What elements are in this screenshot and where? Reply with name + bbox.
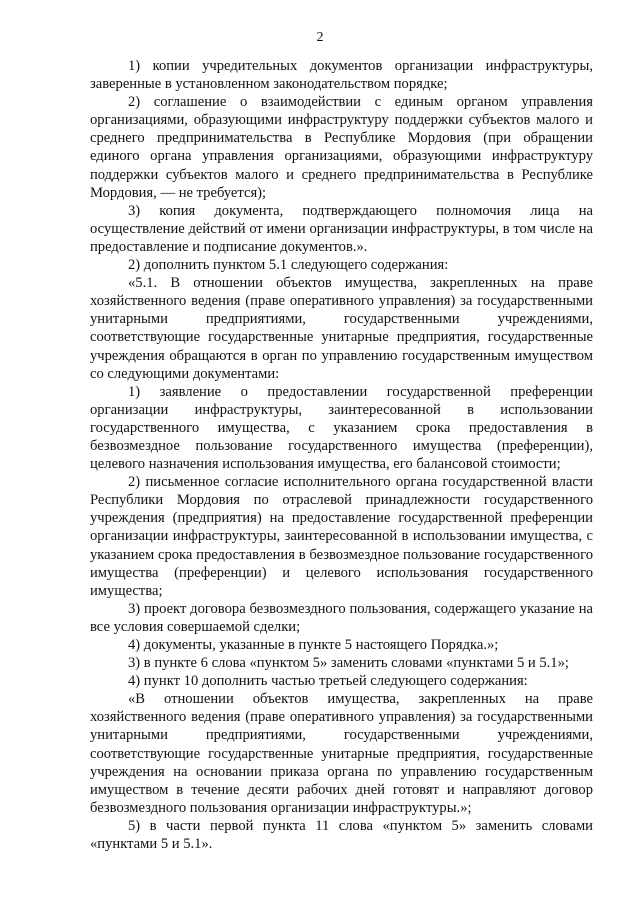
page-number: 2 — [316, 30, 324, 45]
paragraph-clause-5-1-item-2: 2) письменное согласие исполнительного органа государственной власти Республики Мордовия по отраслевой принадлежности государственного учреждения (предприятия) на предоставление государственной преференции организации инфраструктуры, заинтересованной в использовании имущества, с указанием срока предоставления в безвозмездное пользование государственного имущества (преференции) и целевого использования государственного имущества; — [90, 474, 593, 599]
paragraph-item-1-founding-documents: 1) копии учредительных документов организации инфраструктуры, заверенные в установленном законодательством порядке; — [90, 58, 593, 93]
paragraph-amendment-add-5-1: 2) дополнить пунктом 5.1 следующего содержания: — [128, 257, 449, 274]
paragraph-amendment-3: 3) в пункте 6 слова «пунктом 5» заменить словами «пунктами 5 и 5.1»; — [128, 655, 569, 672]
paragraph-item-2-interaction-agreement: 2) соглашение о взаимодействии с единым органом управления организациями, образующими инфраструктуру поддержки субъектов малого и среднего предпринимательства в Республике Мордовия (при обращении единого органа управления организациями, образующими инфраструктуру поддержки субъектов малого и среднего предпринимательства в Республике Мордовия, — не требуется); — [90, 94, 593, 201]
paragraph-clause-5-1-item-4: 4) документы, указанные в пункте 5 настоящего Порядка.»; — [128, 637, 499, 653]
paragraph-clause-5-1: «5.1. В отношении объектов имущества, закрепленных на праве хозяйственного ведения (праве оперативного управления) за государственными унитарными предприятиями, государственными учреждениями, соответствующие государственные унитарные предприятия, государственные учреждения обращаются в орган по управлению государственным имуществом со следующими документами: — [90, 275, 593, 382]
paragraph-amendment-4: 4) пункт 10 дополнить частью третьей следующего содержания: — [128, 673, 528, 690]
paragraph-item-3-authority-document: 3) копия документа, подтверждающего полномочия лица на осуществление действий от имени организации инфраструктуры, в том числе на предоставление и подписание документов.». — [90, 202, 593, 255]
paragraph-clause-10-part-3: «В отношении объектов имущества, закрепленных на праве хозяйственного ведения (праве оперативного управления) за государственными унитарными предприятиями, государственными учреждениями, соответствующие государственные унитарные предприятия, государственные учреждения на основании приказа органа по управлению государственным имуществом в течение десяти рабочих дней готовят и направляют договор безвозмездного пользования организации инфраструктуры.»; — [90, 691, 593, 816]
document-body — [90, 57, 593, 853]
paragraph-amendment-5: 5) в части первой пункта 11 слова «пунктом 5» заменить словами «пунктами 5 и 5.1». — [90, 817, 593, 853]
paragraph-clause-5-1-item-3: 3) проект договора безвозмездного пользования, содержащего указание на все условия совершаемой сделки; — [90, 600, 593, 635]
paragraph-clause-5-1-item-1: 1) заявление о предоставлении государственной преференции организации инфраструктуры, заинтересованной в использовании государственного имущества, с указанием срока предоставления в безвозмездное пользование государственного имущества (преференции), целевого назначения использования имущества, его балансовой стоимости; — [90, 383, 593, 473]
